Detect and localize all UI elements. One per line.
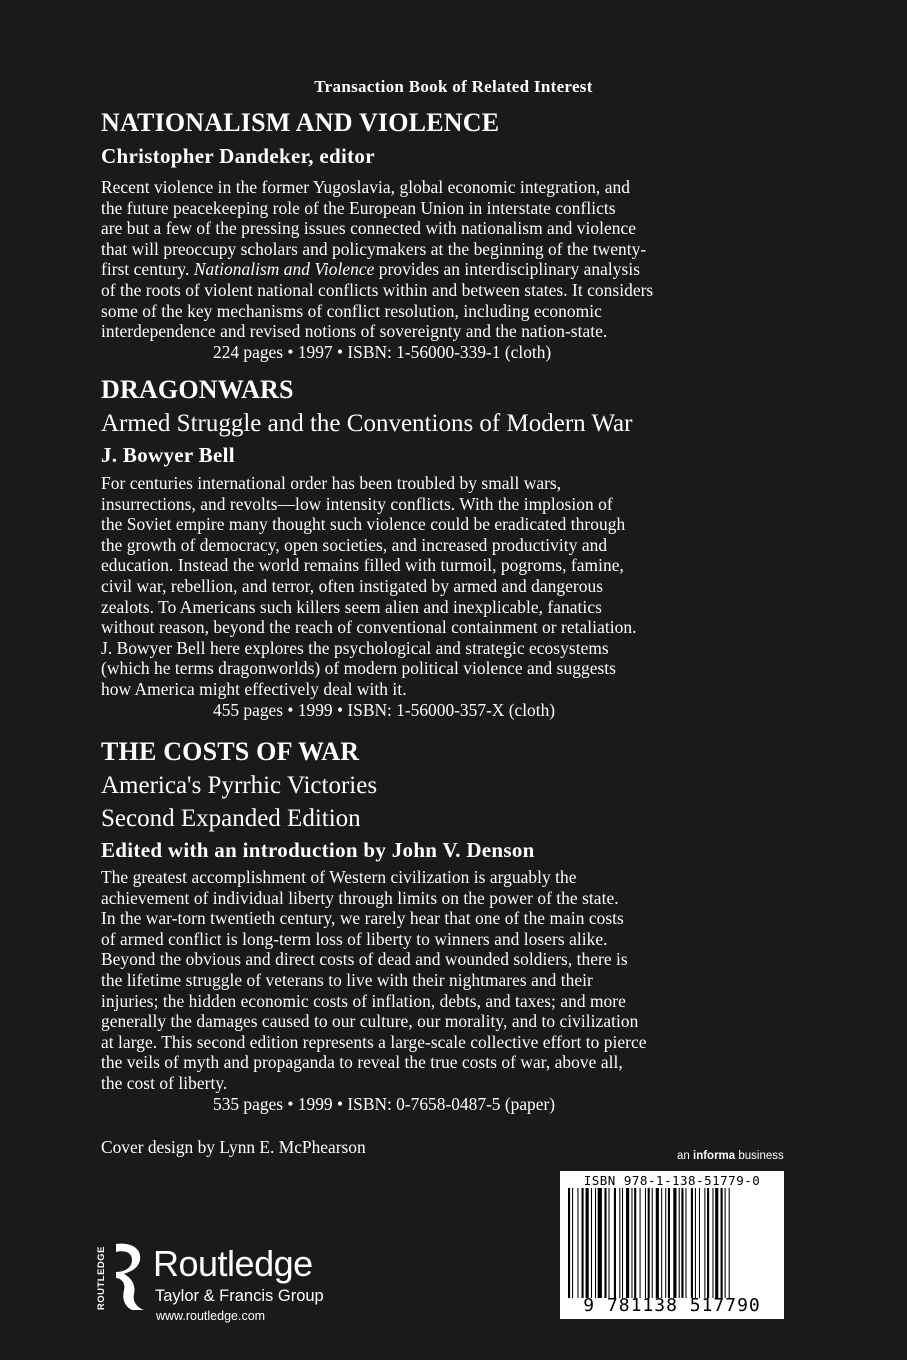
barcode-bar [631,1188,632,1298]
barcode-bar [586,1188,589,1298]
desc-line: achievement of individual liberty through limits on the power of the state. [101,887,619,908]
book-author: Edited with an introduction by John V. Denson [101,838,535,862]
barcode-bar [609,1188,610,1298]
desc-line: how America might effectively deal with it. [101,678,407,699]
publisher-name: Routledge [153,1243,313,1284]
desc-line: zealots. To Americans such killers seem alien and inexplicable, fanatics [101,596,602,617]
barcode-bar [622,1188,623,1298]
barcode-bars [568,1188,776,1298]
book-description [101,867,785,1094]
book-entry-costs-of-war [101,737,785,1114]
desc-line: J. Bowyer Bell here explores the psychological and strategic ecosystems [101,637,609,658]
book-subtitle: America's Pyrrhic Victories [101,772,378,799]
barcode-bar [595,1188,596,1298]
desc-line: that will preoccupy scholars and policymakers at the beginning of the twenty- [101,238,647,259]
barcode-bar [699,1188,700,1298]
isbn-label: ISBN 978-1-138-51779-0 [583,1173,761,1188]
barcode-bar [691,1188,693,1298]
logo-vertical-text: ROUTLEDGE [96,1246,107,1311]
desc-line: The greatest accomplishment of Western civilization is arguably the [101,867,577,887]
barcode-bar [604,1188,606,1298]
barcode-bar [634,1188,636,1298]
barcode-bar [591,1188,592,1298]
desc-line: some of the key mechanisms of conflict resolution, including economic [101,300,602,321]
book-subtitle: Armed Struggle and the Conventions of Modern War [101,410,633,437]
desc-line: the cost of liberty. [101,1072,228,1093]
desc-line: interdependence and revised notions of sovereignty and the nation-state. [101,321,608,342]
barcode-bar [619,1188,620,1298]
desc-line: For centuries international order has been troubled by small wars, [101,473,562,493]
desc-line: In the war-torn twentieth century, we rarely hear that one of the main costs [101,908,624,929]
barcode-bar [572,1188,573,1298]
publisher-url: www.routledge.com [156,1309,266,1323]
desc-line: of the roots of violent national conflicts within and between states. It considers [101,279,654,300]
barcode-bar [712,1188,713,1298]
informa-pre: an [677,1150,693,1162]
book-author: J. Bowyer Bell [101,443,235,467]
barcode-bar [645,1188,646,1298]
barcode-bar [582,1188,584,1298]
isbn-barcode [560,1171,784,1319]
book-entry-nationalism [101,108,785,362]
barcode-digits: 9 781138 517790 [583,1295,761,1316]
barcode-bar [725,1188,726,1298]
desc-line: the growth of democracy, open societies, and increased productivity and [101,534,608,555]
barcode-bar [626,1188,629,1298]
book-edition: Second Expanded Edition [101,805,361,832]
barcode-bar [577,1188,578,1298]
book-meta: 455 pages • 1999 • ISBN: 1-56000-357-X (cloth) [213,699,556,720]
barcode-bar [640,1188,641,1298]
barcode-bar [661,1188,662,1298]
barcode-bar [681,1188,683,1298]
book-author: Christopher Dandeker, editor [101,144,375,168]
barcode-bar [656,1188,659,1298]
desc-line: Beyond the obvious and direct costs of dead and wounded soldiers, there is [101,949,628,970]
desc-line: at large. This second edition represents a large-scale collective effort to pierce [101,1031,647,1052]
book-description [101,473,785,700]
desc-text: first century. [101,259,194,280]
desc-text: provides an interdisciplinary analysis [374,259,641,280]
desc-line: are but a few of the pressing issues connected with nationalism and violence [101,218,637,239]
barcode-bar [568,1188,570,1298]
barcode-bar [707,1188,709,1298]
desc-line: of armed conflict is long-term loss of liberty to winners and losers alike. [101,928,608,949]
barcode-bar [679,1188,680,1298]
desc-line: the Soviet empire many thought such violence could be eradicated through [101,514,626,535]
book-description [101,177,785,342]
desc-line: civil war, rebellion, and terror, often instigated by armed and dangerous [101,575,604,596]
desc-line: (which he terms dragonworlds) of modern political violence and suggests [101,658,616,679]
barcode-bar [598,1188,602,1298]
desc-line: injuries; the hidden economic costs of inflation, debts, and taxes; and more [101,990,626,1011]
desc-italic-title: Nationalism and Violence [193,259,375,280]
routledge-r-icon [110,1242,146,1312]
barcode-bar [652,1188,653,1298]
series-heading: Transaction Book of Related Interest [314,77,593,96]
book-title: THE COSTS OF WAR [101,737,360,766]
book-title: NATIONALISM AND VIOLENCE [101,108,500,137]
barcode-bar [715,1188,718,1298]
desc-line: without reason, beyond the reach of conventional containment or retaliation. [101,617,637,638]
barcode-bar [648,1188,650,1298]
desc-line: the veils of myth and propaganda to reveal the true costs of war, above all, [101,1052,623,1073]
desc-line: education. Instead the world remains filled with turmoil, pogroms, famine, [101,555,624,576]
desc-line: generally the damages caused to our culture, our morality, and to civilization [101,1011,639,1032]
barcode-bar [685,1188,686,1298]
barcode-bar [665,1188,666,1298]
barcode-bar [695,1188,696,1298]
barcode-bar [721,1188,723,1298]
informa-tagline [677,1150,784,1162]
desc-line: the future peacekeeping role of the European Union in interstate conflicts [101,197,616,218]
desc-line [101,259,785,280]
informa-brand: informa [693,1150,736,1162]
book-meta: 535 pages • 1999 • ISBN: 0-7658-0487-5 (paper) [213,1093,556,1114]
publisher-group: Taylor & Francis Group [155,1287,324,1305]
cover-design-credit: Cover design by Lynn E. McPhearson [101,1137,366,1157]
book-meta: 224 pages • 1997 • ISBN: 1-56000-339-1 (cloth) [213,341,552,362]
book-entry-dragonwars [101,375,785,720]
barcode-bar [704,1188,705,1298]
barcode-bar [668,1188,670,1298]
barcode-bar [673,1188,676,1298]
desc-line: Recent violence in the former Yugoslavia, global economic integration, and [101,177,630,197]
desc-line: the lifetime struggle of veterans to live with their nightmares and their [101,969,593,990]
barcode-bar [729,1188,730,1298]
barcode-bar [614,1188,616,1298]
desc-line: insurrections, and revolts—low intensity conflicts. With the implosion of [101,493,613,514]
book-title: DRAGONWARS [101,375,294,404]
informa-post: business [735,1150,784,1162]
